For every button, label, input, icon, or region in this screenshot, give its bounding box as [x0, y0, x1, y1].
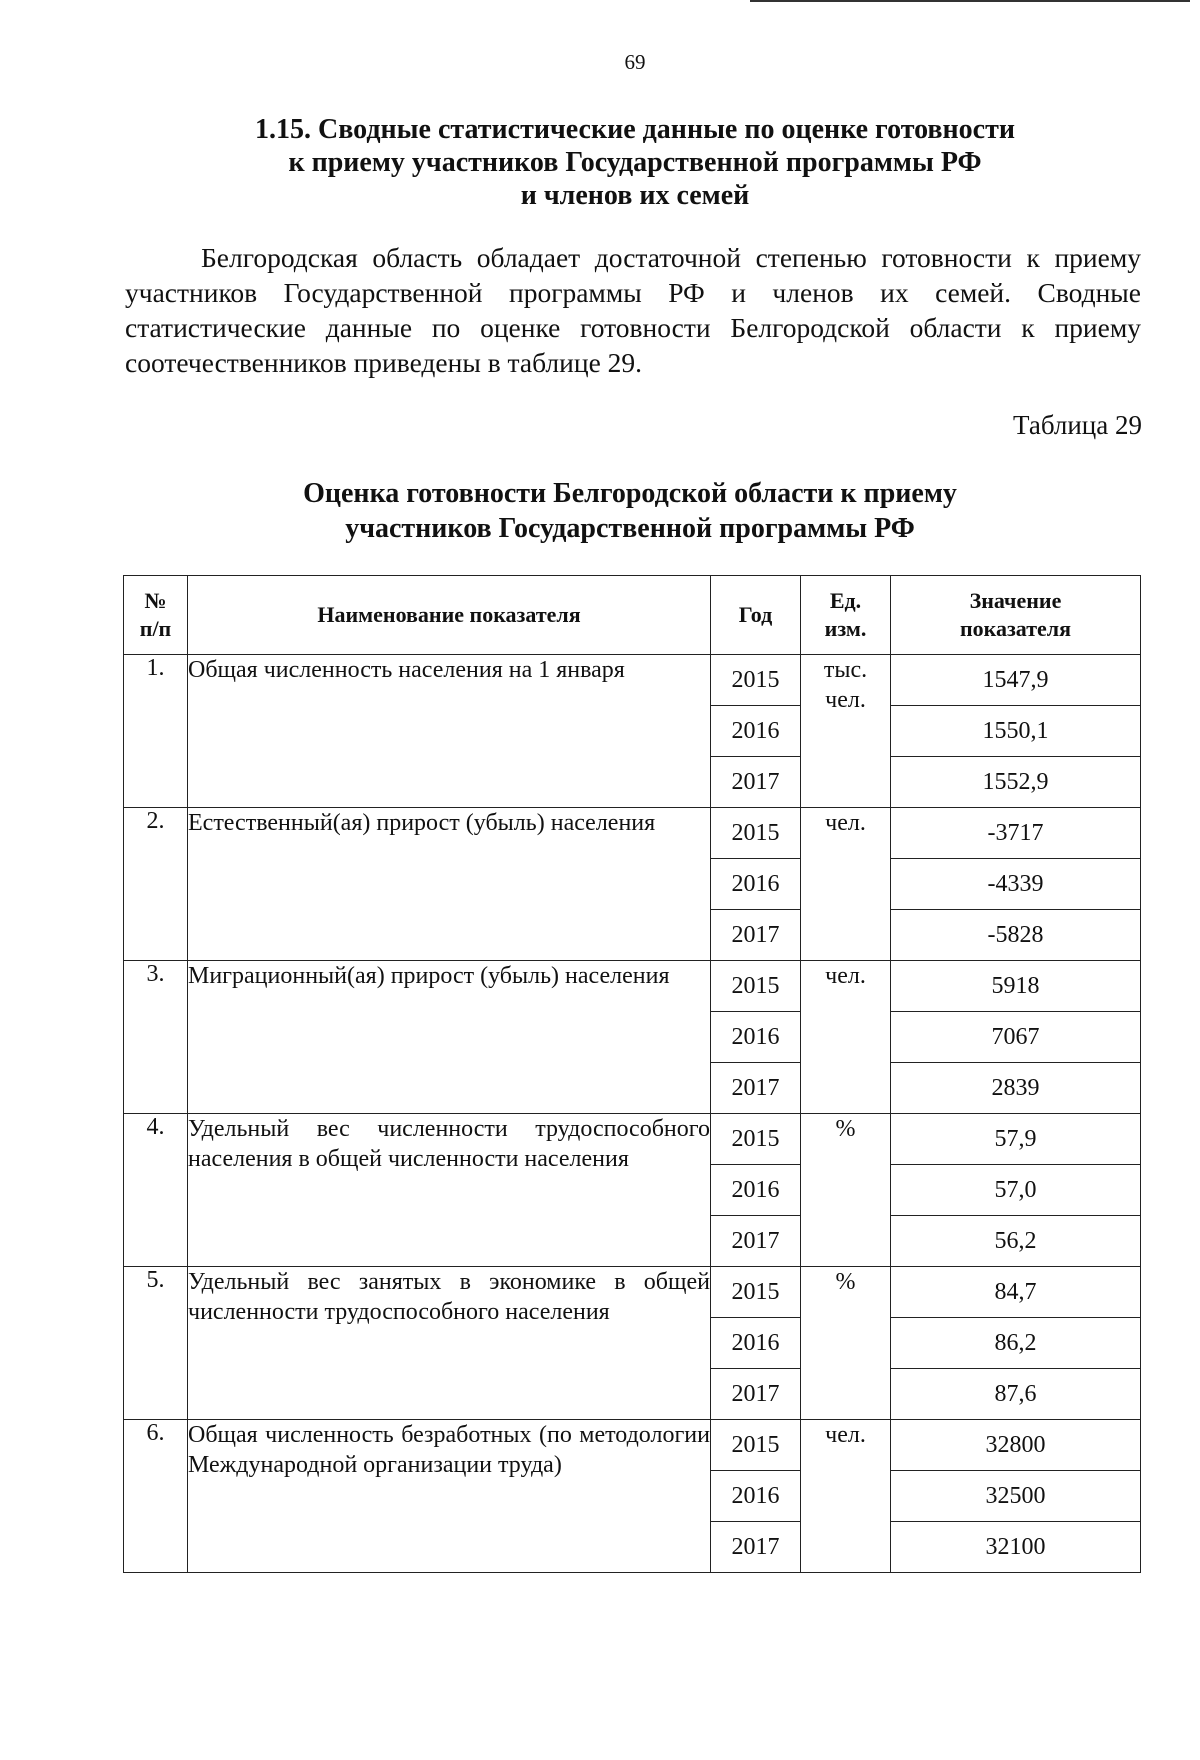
- unit-line: чел.: [825, 687, 866, 713]
- header-value-line: Значение: [969, 588, 1062, 613]
- year-cell: 2017: [711, 910, 801, 961]
- year-cell: 2015: [711, 655, 801, 706]
- indicator-name: Общая численность безработных (по методологии Международной организации труда): [188, 1420, 711, 1573]
- year-cell: 2016: [711, 1012, 801, 1063]
- year-cell: 2016: [711, 1165, 801, 1216]
- section-heading: [130, 113, 1140, 212]
- intro-paragraph: Белгородская область обладает достаточной степенью готовности к приему участников Государственной программы РФ и членов их семей. Сводные статистические данные по оценке готовности Белгородской области к приему соотечественников приведены в таблице 29.: [125, 242, 1141, 378]
- table-label: Таблица 29: [1013, 410, 1142, 440]
- header-name: Наименование показателя: [188, 576, 711, 655]
- unit-cell: чел.: [801, 808, 891, 961]
- unit-cell: %: [801, 1114, 891, 1267]
- table-row: [124, 655, 1141, 706]
- row-number: 5.: [124, 1267, 188, 1420]
- table-header-row: [124, 576, 1141, 655]
- unit-cell: %: [801, 1267, 891, 1420]
- page-number: 69: [624, 50, 646, 74]
- table-title: [130, 476, 1130, 546]
- header-unit-line: изм.: [824, 616, 867, 641]
- indicator-name: Миграционный(ая) прирост (убыль) населения: [188, 961, 711, 1114]
- row-number: 3.: [124, 961, 188, 1114]
- value-cell: 1547,9: [891, 655, 1141, 706]
- year-cell: 2015: [711, 1267, 801, 1318]
- year-cell: 2017: [711, 1522, 801, 1573]
- value-cell: 56,2: [891, 1216, 1141, 1267]
- value-cell: 32500: [891, 1471, 1141, 1522]
- readiness-table: [123, 575, 1141, 1573]
- unit-cell: чел.: [801, 1420, 891, 1573]
- unit-cell: [801, 655, 891, 808]
- indicator-name: Естественный(ая) прирост (убыль) населения: [188, 808, 711, 961]
- value-cell: 5918: [891, 961, 1141, 1012]
- year-cell: 2015: [711, 961, 801, 1012]
- header-value-line: показателя: [959, 616, 1072, 641]
- indicator-name: Удельный вес занятых в экономике в общей численности трудоспособного населения: [188, 1267, 711, 1420]
- value-cell: 7067: [891, 1012, 1141, 1063]
- table-row: [124, 808, 1141, 859]
- value-cell: -4339: [891, 859, 1141, 910]
- table-row: [124, 961, 1141, 1012]
- unit-cell: чел.: [801, 961, 891, 1114]
- value-cell: 1550,1: [891, 706, 1141, 757]
- year-cell: 2015: [711, 1420, 801, 1471]
- section-heading-line: 1.15. Сводные статистические данные по оценке готовности: [255, 114, 1015, 145]
- header-unit: [801, 576, 891, 655]
- value-cell: -3717: [891, 808, 1141, 859]
- unit-line: тыс.: [823, 657, 868, 683]
- header-unit-line: Ед.: [829, 588, 862, 613]
- table-row: [124, 1420, 1141, 1471]
- value-cell: 32800: [891, 1420, 1141, 1471]
- section-heading-line: и членов их семей: [520, 180, 750, 211]
- value-cell: 57,0: [891, 1165, 1141, 1216]
- indicator-name: Общая численность населения на 1 января: [188, 655, 711, 808]
- value-cell: 32100: [891, 1522, 1141, 1573]
- header-num: [124, 576, 188, 655]
- row-number: 2.: [124, 808, 188, 961]
- row-number: 1.: [124, 655, 188, 808]
- year-cell: 2016: [711, 706, 801, 757]
- value-cell: 57,9: [891, 1114, 1141, 1165]
- year-cell: 2016: [711, 859, 801, 910]
- header-num-line: №: [144, 588, 167, 613]
- year-cell: 2015: [711, 808, 801, 859]
- year-cell: 2017: [711, 1216, 801, 1267]
- row-number: 4.: [124, 1114, 188, 1267]
- top-rule: [750, 0, 1190, 2]
- value-cell: 86,2: [891, 1318, 1141, 1369]
- row-number: 6.: [124, 1420, 188, 1573]
- table-row: [124, 1114, 1141, 1165]
- header-year: Год: [711, 576, 801, 655]
- year-cell: 2016: [711, 1471, 801, 1522]
- header-value: [891, 576, 1141, 655]
- year-cell: 2017: [711, 757, 801, 808]
- year-cell: 2017: [711, 1369, 801, 1420]
- year-cell: 2016: [711, 1318, 801, 1369]
- section-heading-line: к приему участников Государственной программы РФ: [288, 147, 982, 178]
- value-cell: 1552,9: [891, 757, 1141, 808]
- value-cell: 2839: [891, 1063, 1141, 1114]
- value-cell: 84,7: [891, 1267, 1141, 1318]
- indicator-name: Удельный вес численности трудоспособного населения в общей численности населения: [188, 1114, 711, 1267]
- table-title-line: Оценка готовности Белгородской области к приему: [303, 478, 957, 509]
- table-row: [124, 1267, 1141, 1318]
- header-num-line: п/п: [139, 616, 172, 641]
- value-cell: -5828: [891, 910, 1141, 961]
- value-cell: 87,6: [891, 1369, 1141, 1420]
- table-title-line: участников Государственной программы РФ: [345, 513, 915, 544]
- year-cell: 2017: [711, 1063, 801, 1114]
- year-cell: 2015: [711, 1114, 801, 1165]
